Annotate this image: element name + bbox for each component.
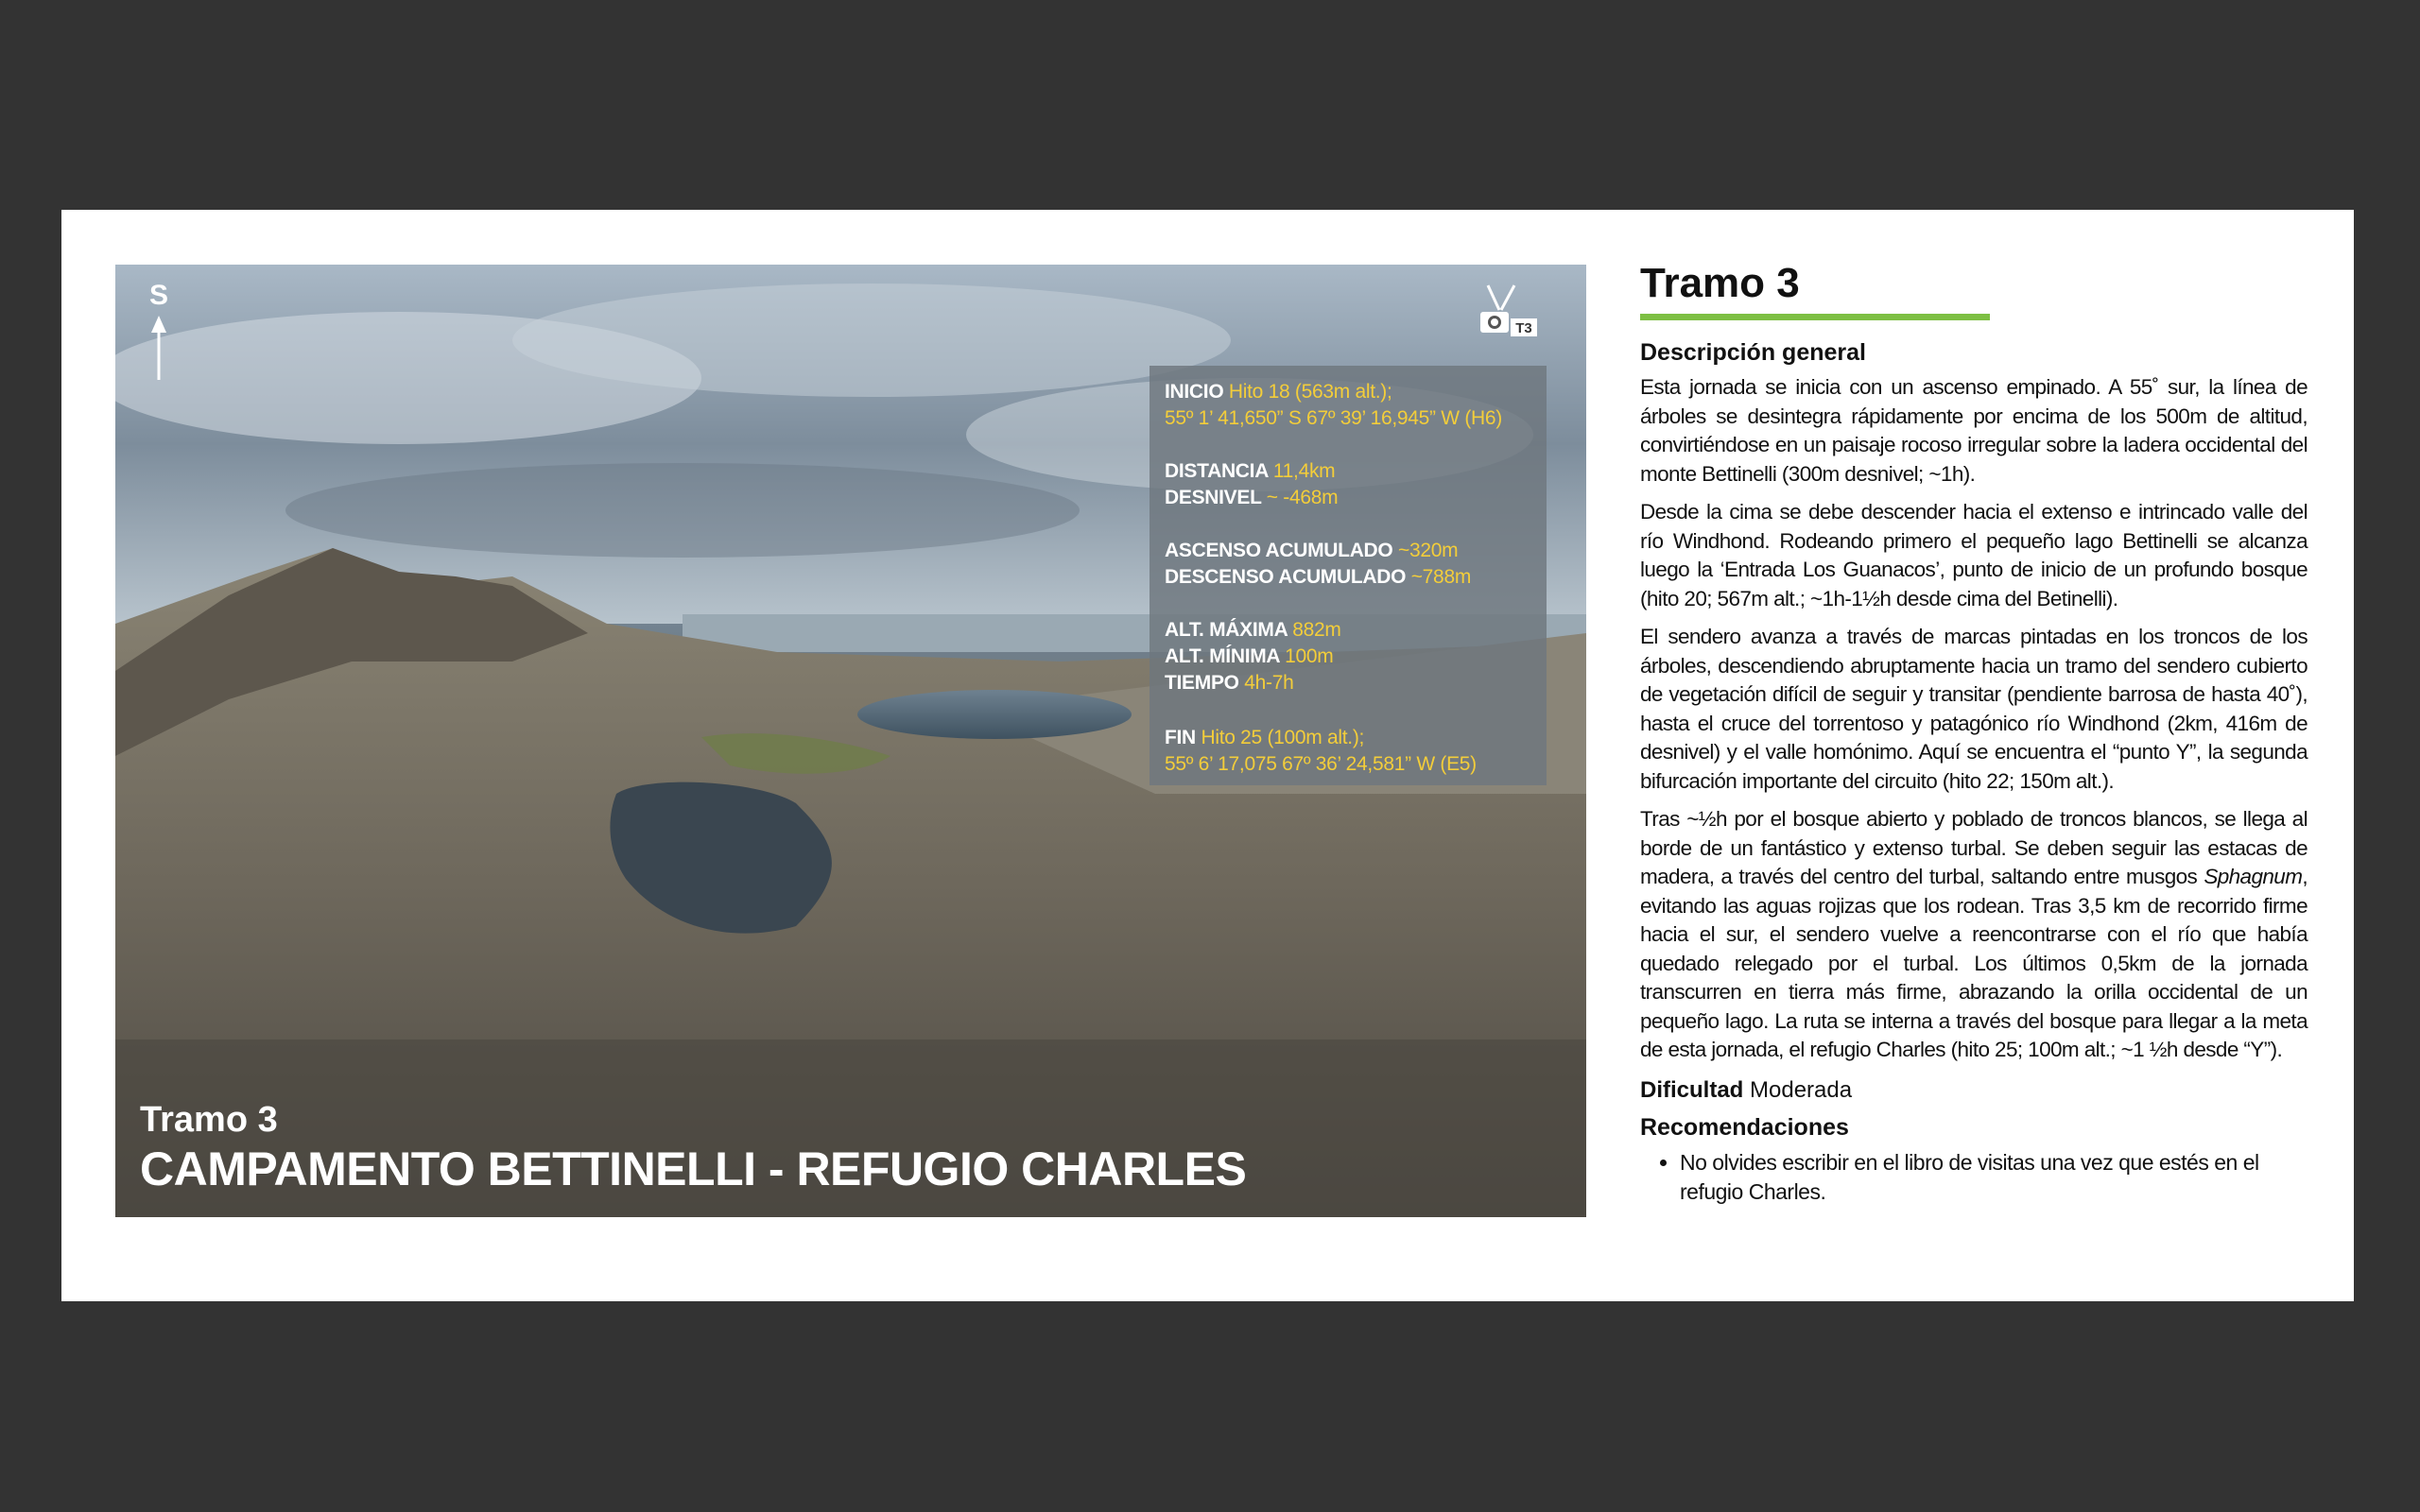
camera-badge: T3: [1515, 320, 1532, 336]
photo-subtitle: Tramo 3: [140, 1100, 278, 1140]
stat-accumulated: ASCENSO ACUMULADO ~320m DESCENSO ACUMULADO ~788m: [1165, 540, 1472, 588]
section-heading-recomendaciones: Recomendaciones: [1640, 1113, 1849, 1141]
camera-icon: [1478, 284, 1539, 344]
photo-caption: [140, 1098, 1246, 1196]
paragraph-3: El sendero avanza a través de marcas pintadas en los troncos de los árboles, descendiendo abruptamente hacia un tramo del sendero cubierto de vegetación difícil de seguir y transitar (pendiente barrosa de hasta 40˚), hasta el cruce del torrentoso y patagónico río Windhond (2km, 416m de desnivel) y el valle homónimo. Aquí se encuentra el “punto Y”, la segunda bifurcación importante del circuito (hito 22; 150m alt.).: [1640, 625, 2308, 793]
paragraph-1: Esta jornada se inicia con un ascenso empinado. A 55˚ sur, la línea de árboles se desintegra rápidamente por encima de los 500m de altitud, convirtiéndose en un paisaje rocoso irregular sobre la ladera occidental del monte Bettinelli (300m desnivel; ~1h).: [1640, 375, 2308, 486]
stat-distance: DISTANCIA 11,4km DESNIVEL ~ -468m: [1165, 460, 1339, 508]
photo-title: CAMPAMENTO BETTINELLI - REFUGIO CHARLES: [140, 1143, 1247, 1195]
north-indicator: [149, 280, 168, 380]
list-item: • No olvides escribir en el libro de visitas una vez que estés en el refugio Charles.: [1680, 1148, 2308, 1207]
landscape-photo: [115, 265, 1586, 1217]
difficulty: [1640, 1074, 2308, 1107]
difficulty-label: Dificultad: [1640, 1076, 1744, 1103]
paragraph-2: Desde la cima se debe descender hacia el extenso e intrincado valle del río Windhond. Rodeando primero el pequeño lago Bettinelli se alcanza luego la ‘Entrada Los Guanacos’, punto de inicio de un profundo bosque (hito 20; 567m alt.; ~1h-1½h desde cima del Betinelli).: [1640, 500, 2308, 610]
description-column: [1640, 257, 2308, 1207]
stat-altitude-time: ALT. MÁXIMA 882m ALT. MÍNIMA 100m TIEMPO 4h-7h: [1165, 619, 1341, 694]
north-arrow-icon: [149, 314, 168, 380]
recommendations-list: [1640, 1148, 2308, 1207]
guide-page: [61, 210, 2354, 1301]
page-title: Tramo 3: [1640, 260, 1800, 306]
route-stats-panel: [1150, 366, 1547, 785]
stat-fin: FIN Hito 25 (100m alt.); 55º 6’ 17,075 67º 36’ 24,581” W (E5): [1165, 727, 1477, 775]
section-heading-descripcion: Descripción general: [1640, 339, 1866, 366]
paragraph-4: Tras ~½h por el bosque abierto y poblado de troncos blancos, se llega al borde de un fantástico y extenso turbal. Se deben seguir las estacas de madera, a través del centro del turbal, saltando entre musgos Sphagnum, evitando las aguas rojizas que los rodean. Tras 3,5 km de recorrido firme hacia el sur, el sendero vuelve a reencontrarse con el río que había quedado relegado por el turbal. Los últimos 0,5km de la jornada transcurren en tierra más firme, abrazando la orilla occidental de un pequeño lago. La ruta se interna a través del bosque para llegar a la meta de esta jornada, el refugio Charles (hito 25; 100m alt.; ~1 ½h desde “Y”).: [1640, 807, 2308, 1061]
north-label: S: [149, 280, 169, 311]
stat-inicio: INICIO Hito 18 (563m alt.); 55º 1’ 41,650” S 67º 39’ 16,945” W (H6): [1165, 381, 1502, 429]
difficulty-value: Moderada: [1750, 1076, 1853, 1103]
title-underline: [1640, 314, 1990, 320]
